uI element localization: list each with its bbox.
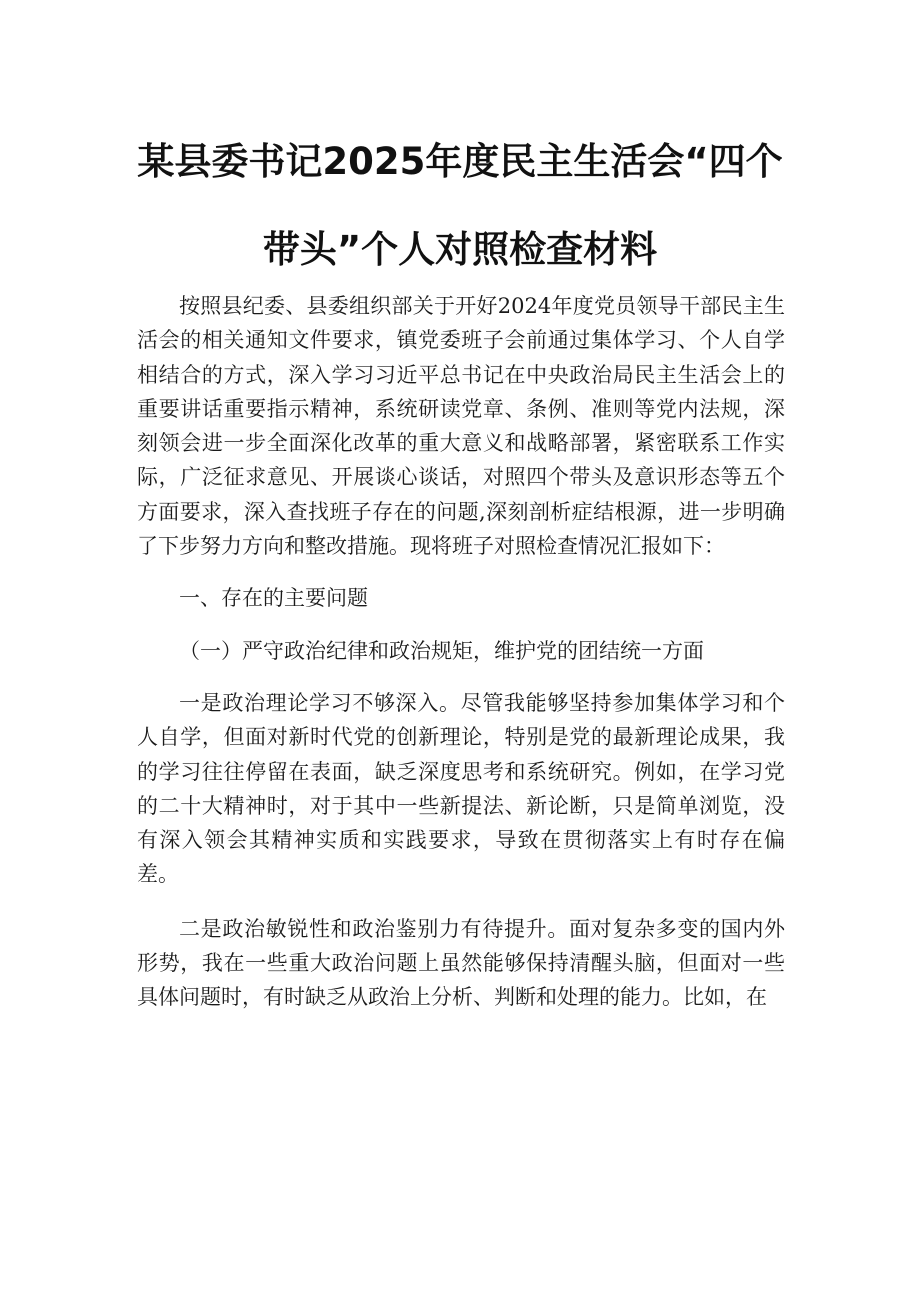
section-heading: 一、存在的主要问题 <box>179 586 368 611</box>
subsection-heading: （一）严守政治纪律和政治规矩，维护党的团结统一方面 <box>179 638 704 663</box>
intro-paragraph: 按照县纪委、县委组织部关于开好2024年度党员领导干部民主生活会的相关通知文件要求，镇党委班子会前通过集体学习、个人自学相结合的方式，深入学习习近平总书记在中央政治局民主生活会上的重要讲话重要指示精神，系统研读党章、条例、准则等党内法规，深刻领会进一步全面深化改革的重大意义和战略部署，紧密联系工作实际，广泛征求意见、开展谈心谈话，对照四个带头及意识形态等五个方面要求，深入查找班子存在的问题,深刻剖析症结根源，进一步明确了下步努力方向和整改措施。现将班子对照检查情况汇报如下： <box>137 294 785 559</box>
document-title-line-1: 某县委书记2025年度民主生活会“四个 <box>137 140 783 183</box>
document-title-line-2: 带头”个人对照检查材料 <box>262 228 658 271</box>
issue-paragraph-1: 一是政治理论学习不够深入。尽管我能够坚持参加集体学习和个人自学，但面对新时代党的创新理论，特别是党的最新理论成果，我的学习往往停留在表面，缺乏深度思考和系统研究。例如，在学习党的二十大精神时，对于其中一些新提法、新论断，只是简单浏览，没有深入领会其精神实质和实践要求，导致在贯彻落实上有时存在偏差。 <box>137 690 785 887</box>
document-body <box>137 289 785 1015</box>
issue-paragraph-2: 二是政治敏锐性和政治鉴别力有待提升。面对复杂多变的国内外形势，我在一些重大政治问题上虽然能够保持清醒头脑，但面对一些具体问题时，有时缺乏从政治上分析、判断和处理的能力。比如，在 <box>137 916 785 1010</box>
